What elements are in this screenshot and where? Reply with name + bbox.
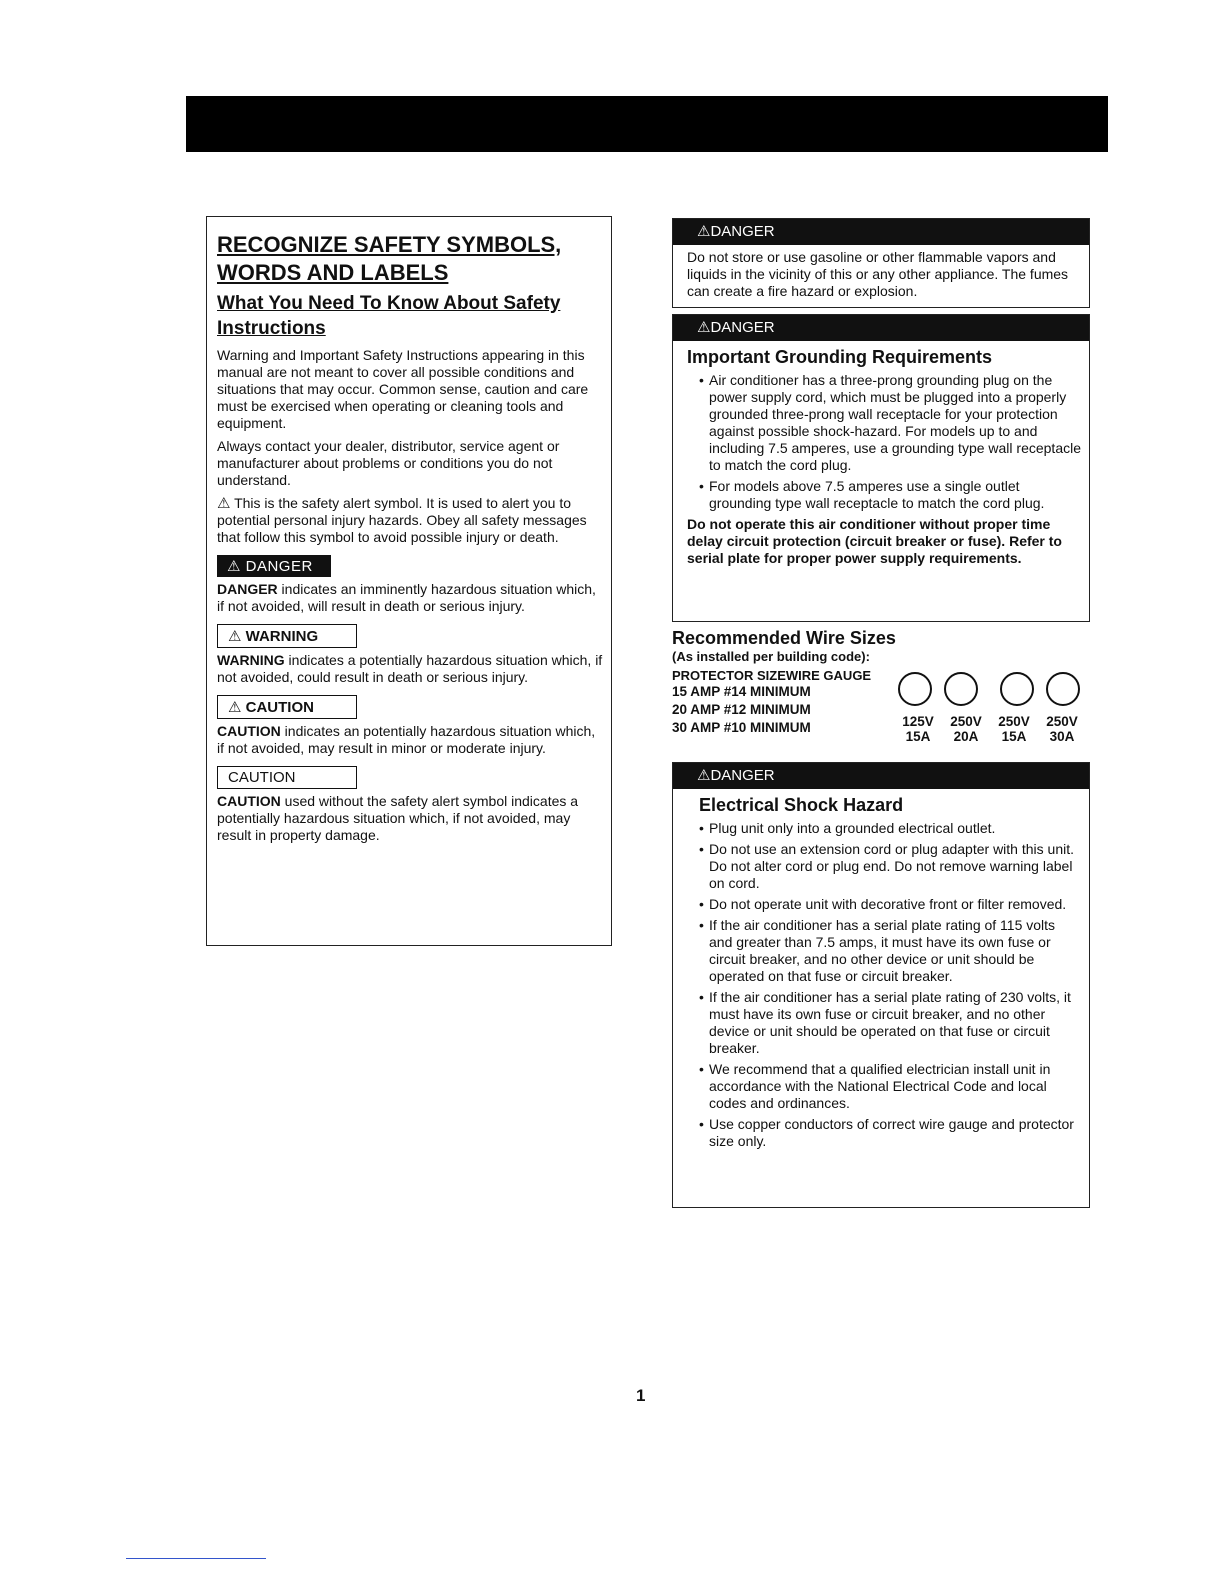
warning-text: indicates a potentially hazardous situation which, if not avoided, could result in death or serious injury. (217, 652, 603, 685)
danger-header-text: DANGER (710, 319, 775, 336)
danger-signal-label: ⚠ DANGER (217, 555, 331, 577)
grounding-title: Important Grounding Requirements (687, 347, 993, 367)
danger-header (673, 219, 1089, 245)
wire-sizes-title: Recommended Wire Sizes (672, 628, 896, 648)
caution-plain-text: used without the safety alert symbol indicates a potentially hazardous situation which, if not avoided, may result in property damage. (217, 793, 579, 843)
intro-paragraph: Warning and Important Safety Instructions appearing in this manual are not meant to cover all possible conditions and situations that may occur. Common sense, caution and care must be exercised when operating or cleaning tools and equipment. (217, 347, 589, 431)
footer-rule (126, 1558, 266, 1559)
shock-title: Electrical Shock Hazard (699, 795, 904, 815)
list-item: • For models above 7.5 amperes use a single outlet grounding type wall receptacle to match the cord plug. (699, 478, 1081, 512)
alert-symbol-paragraph (217, 495, 611, 546)
voltage-value: 250V (950, 714, 982, 729)
amperage-row (894, 729, 1090, 744)
page-number: 1 (636, 1386, 646, 1405)
plug-icons (894, 672, 1084, 710)
danger-label-text: DANGER (245, 558, 313, 575)
warning-label-text: WARNING (245, 628, 319, 645)
section-subtitle: What You Need To Know About Safety Instructions (217, 293, 561, 339)
caution-plain-label-text: CAUTION (228, 769, 296, 786)
danger-text: indicates an imminently hazardous situation which, if not avoided, will result in death or serious injury. (217, 581, 596, 614)
contact-paragraph: Always contact your dealer, distributor, service agent or manufacturer about problems or conditions you do not understand. (217, 438, 560, 488)
plug-ratings (894, 714, 1090, 744)
caution-signal-label: ⚠ CAUTION (217, 695, 357, 719)
voltage-value: 250V (998, 714, 1030, 729)
danger-header-text: DANGER (710, 223, 775, 240)
table-row: 20 AMP #12 MINIMUM (672, 702, 811, 717)
alert-symbol-text: This is the safety alert symbol. It is used to alert you to potential personal injury hazards. Obey all safety messages that follow this symbol to avoid possible injury or death. (217, 495, 587, 545)
section-title: RECOGNIZE SAFETY SYMBOLS, WORDS AND LABELS (217, 232, 562, 285)
alert-triangle-icon: ⚠ (697, 319, 711, 336)
grounding-list (687, 372, 1081, 512)
caution-plain-definition (217, 793, 611, 844)
voltage-row (894, 714, 1090, 729)
plug-125v-15a-icon (898, 672, 932, 706)
caution-text: indicates an potentially hazardous situation which, if not avoided, may result in minor or moderate injury. (217, 723, 596, 756)
circuit-protection-note: Do not operate this air conditioner without proper time delay circuit protection (circuit breaker or fuse). Refer to serial plate for proper power supply requirements. (687, 516, 1062, 566)
caution-plain-signal-label (217, 766, 357, 789)
header-bar (186, 96, 1108, 152)
list-item: • Do not operate unit with decorative front or filter removed. (699, 896, 1081, 913)
shock-body (673, 789, 1089, 1158)
list-item: • Do not use an extension cord or plug adapter with this unit. Do not alter cord or plug end. Do not remove warning label on cord. (699, 841, 1081, 892)
grounding-body (673, 341, 1089, 571)
caution-plain-word: CAUTION (217, 793, 281, 809)
voltage-value: 125V (902, 714, 934, 729)
table-row: 15 AMP #14 MINIMUM (672, 684, 811, 699)
danger-header (673, 763, 1089, 789)
plug-250v-20a-icon (944, 672, 978, 706)
grounding-danger-box (672, 314, 1090, 622)
amperage-value: 15A (1001, 729, 1027, 744)
warning-definition (217, 652, 611, 686)
alert-triangle-icon: ⚠ (697, 767, 711, 784)
list-item: • Plug unit only into a grounded electrical outlet. (699, 820, 1081, 837)
shock-list (687, 820, 1081, 1150)
flammable-danger-box (672, 218, 1090, 308)
list-item: • If the air conditioner has a serial plate rating of 230 volts, it must have its own fuse or circuit breaker, and no other device or unit should be operated on that fuse or circuit breaker. (699, 989, 1081, 1057)
warning-signal-label: ⚠ WARNING (217, 624, 357, 648)
safety-symbols-box (206, 216, 612, 946)
plug-250v-30a-icon (1046, 672, 1080, 706)
list-item: • If the air conditioner has a serial plate rating of 115 volts and greater than 7.5 amps, it must have its own fuse or circuit breaker, and no other device or unit should be operated on that fuse or circuit breaker. (699, 917, 1081, 985)
alert-triangle-icon: ⚠ (697, 223, 711, 240)
caution-definition (217, 723, 611, 757)
wire-table-header: PROTECTOR SIZEWIRE GAUGE (672, 668, 872, 683)
wire-sizes-subtitle: (As installed per building code): (672, 649, 870, 664)
danger-header (673, 315, 1089, 341)
danger-header-text: DANGER (710, 767, 775, 784)
caution-label-text: CAUTION (245, 699, 314, 716)
list-item: • Air conditioner has a three-prong grounding plug on the power supply cord, which must be plugged into a properly grounded three-prong wall receptacle for your protection against possible shock-hazard. For models up to and including 7.5 amperes, use a grounding type wall receptacle to match the cord plug. (699, 372, 1081, 474)
flammable-warning-text: Do not store or use gasoline or other flammable vapors and liquids in the vicinity of this or any other appliance. The fumes can create a fire hazard or explosion. (687, 249, 1069, 299)
amperage-value: 15A (905, 729, 931, 744)
list-item: • Use copper conductors of correct wire gauge and protector size only. (699, 1116, 1081, 1150)
danger-word: DANGER (217, 581, 278, 597)
table-row: 30 AMP #10 MINIMUM (672, 720, 811, 735)
plug-250v-15a-icon (1000, 672, 1034, 706)
alert-triangle-icon: ⚠ (217, 495, 231, 512)
shock-danger-box (672, 762, 1090, 1208)
caution-word: CAUTION (217, 723, 281, 739)
list-item: • We recommend that a qualified electrician install unit in accordance with the National Electrical Code and local codes and ordinances. (699, 1061, 1081, 1112)
warning-word: WARNING (217, 652, 285, 668)
amperage-value: 20A (953, 729, 979, 744)
wire-sizes-section (672, 628, 1090, 744)
amperage-value: 30A (1049, 729, 1075, 744)
danger-definition (217, 581, 611, 615)
voltage-value: 250V (1046, 714, 1078, 729)
